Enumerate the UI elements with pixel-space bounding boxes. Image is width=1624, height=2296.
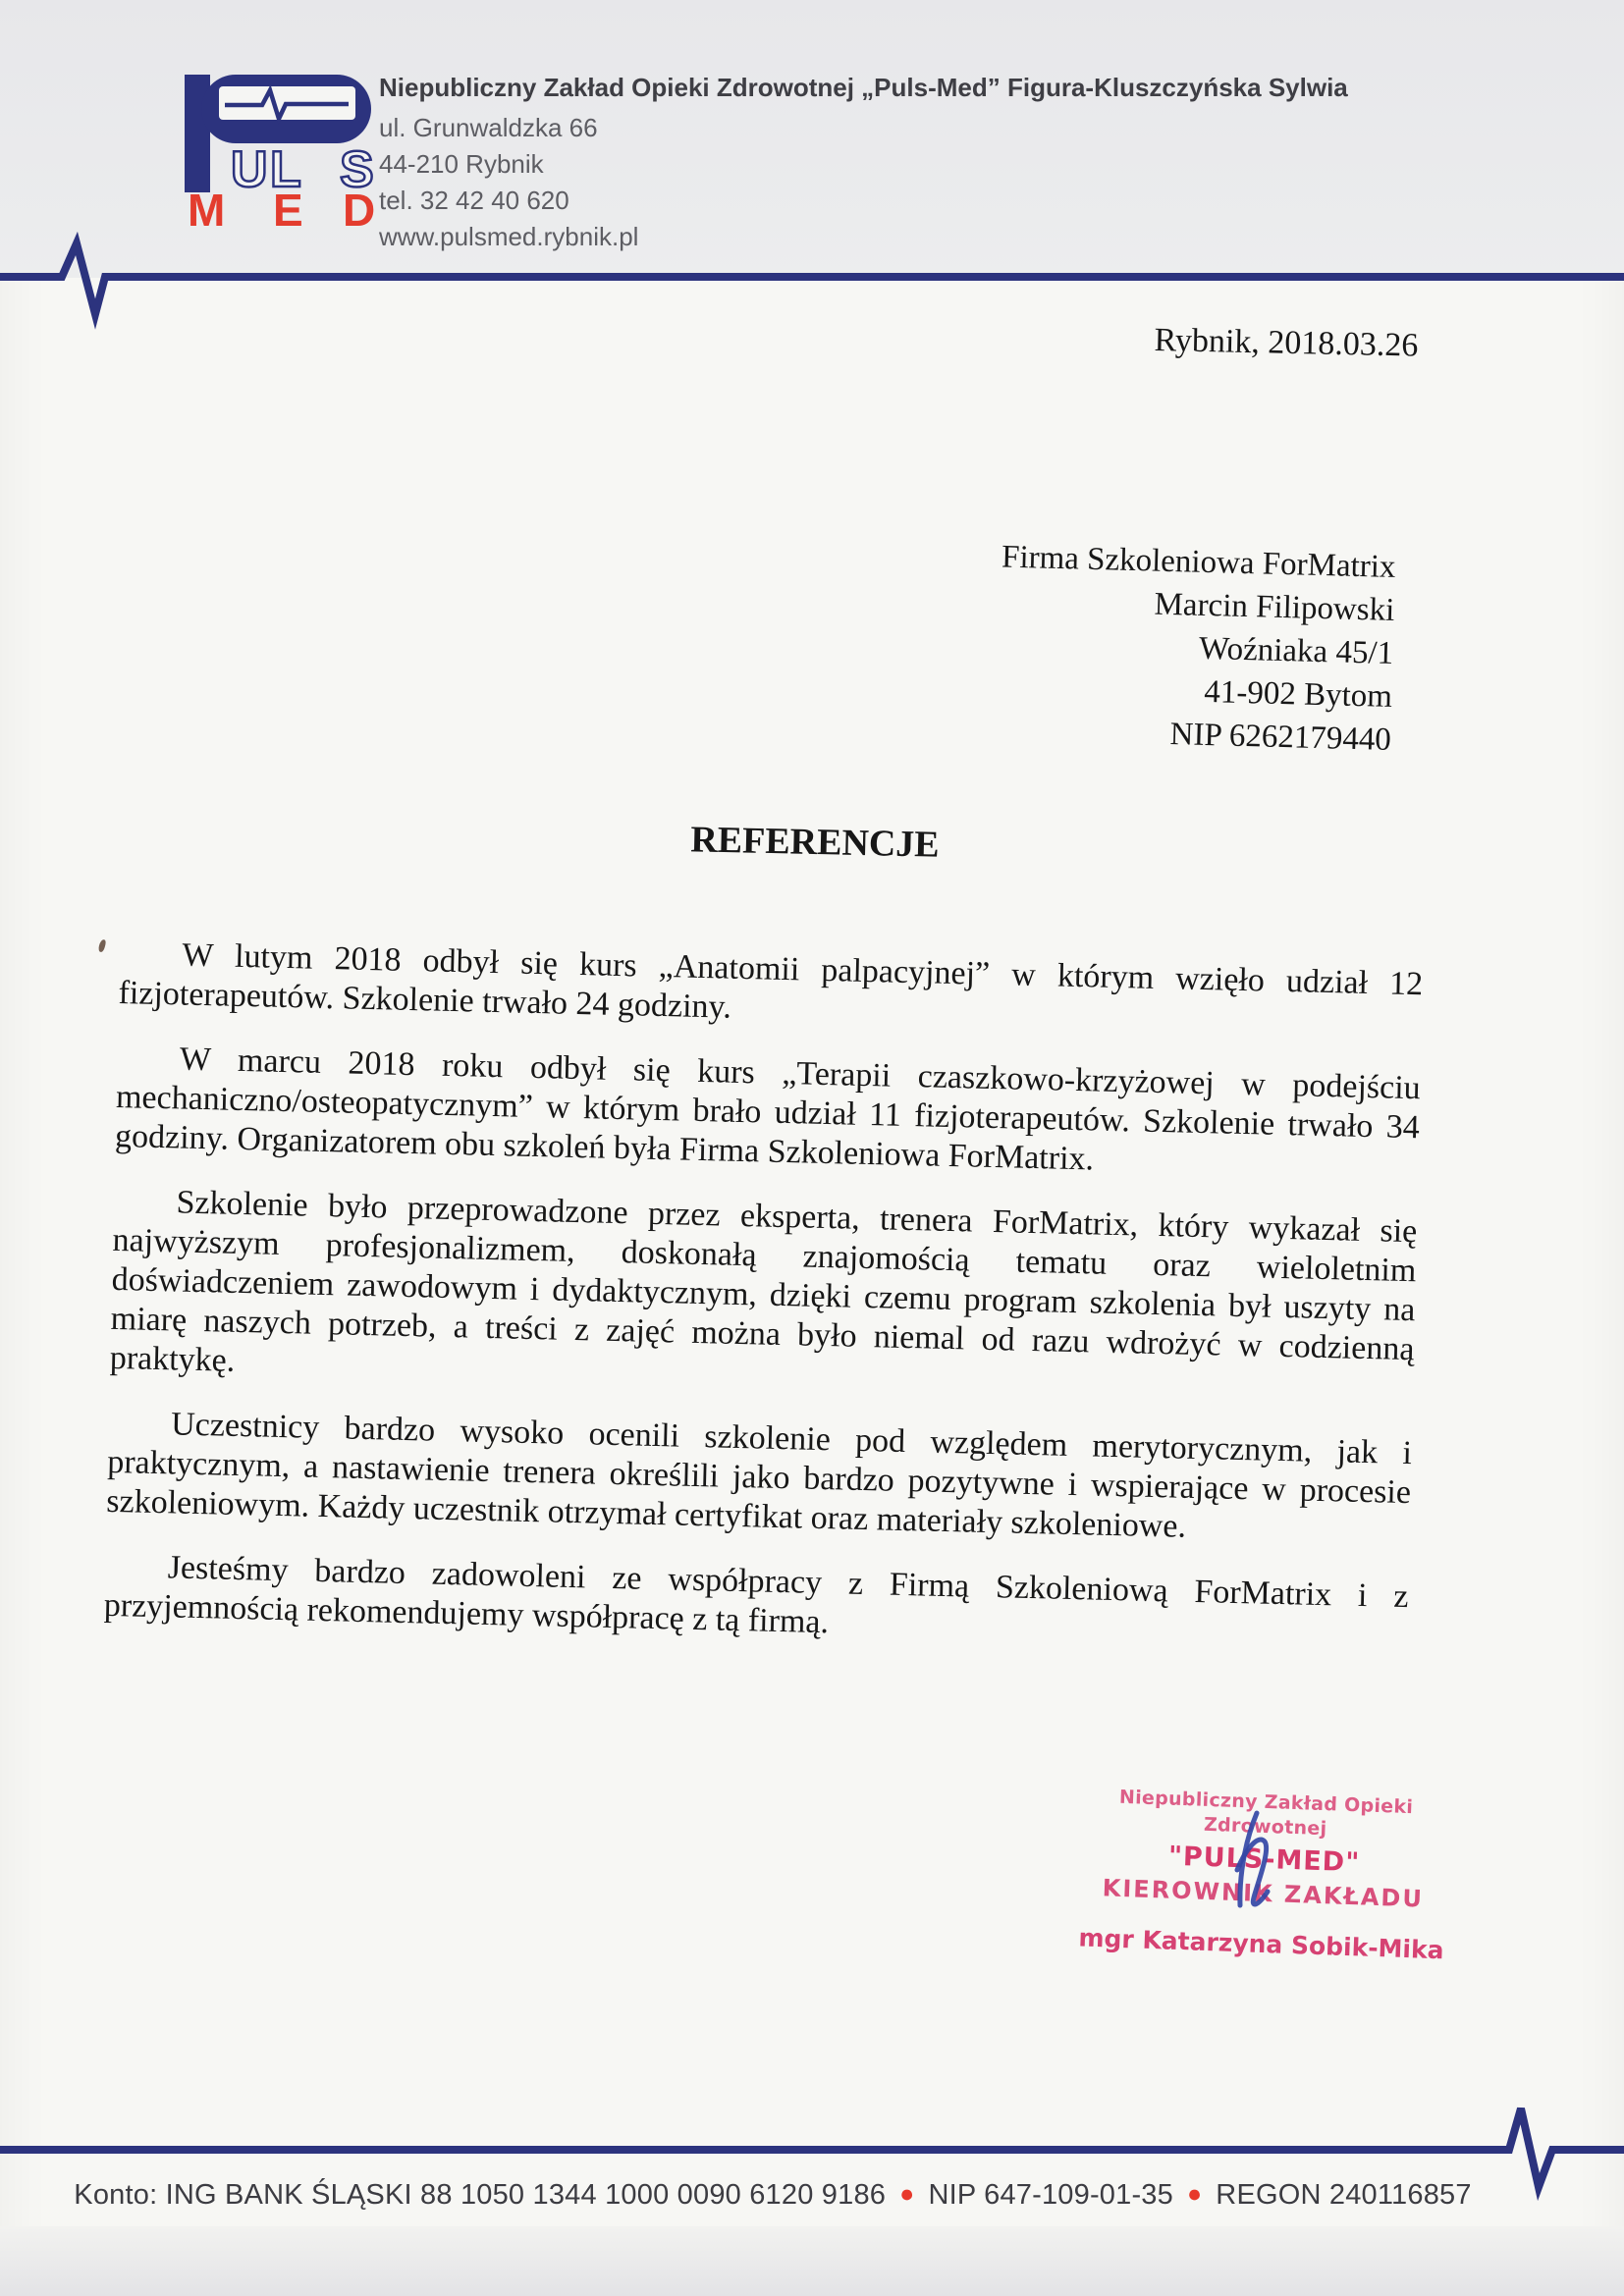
recipient-city: 41-902 Bytom bbox=[1203, 673, 1393, 715]
paragraph: W marcu 2018 roku odbył się kurs „Terapii czaszkowo-krzyżowej w podejściu mechaniczno/osteopatycznym” w którym brało udział 11 fizjoterapeutów. Szkolenie trwało 34 godziny. Organizatorem obu szkoleń była Firma Szkoleniowa ForMatrix. bbox=[114, 1041, 1422, 1178]
recipient-nip: NIP 6262179440 bbox=[1169, 717, 1392, 758]
nip-number: NIP 647-109-01-35 bbox=[928, 2179, 1173, 2211]
recipient-company: Firma Szkoleniowa ForMatrix bbox=[1001, 539, 1396, 585]
bank-account: Konto: ING BANK ŚLĄSKI 88 1050 1344 1000 0090 6120 9186 bbox=[74, 2179, 887, 2211]
street-address: ul. Grunwaldzka 66 bbox=[379, 113, 598, 142]
stamp-org-line: Niepubliczny Zakład Opieki Zdrowotnej bbox=[1118, 1786, 1414, 1841]
footer-bank-info bbox=[0, 2179, 1624, 2212]
logo-med-text: M E D bbox=[188, 185, 376, 236]
regon-number: REGON 240116857 bbox=[1216, 2179, 1472, 2211]
stamp-brand-line: "PULS-MED" bbox=[1167, 1841, 1361, 1879]
recipient-block bbox=[986, 535, 1396, 762]
recipient-street: Woźniaka 45/1 bbox=[1198, 630, 1394, 671]
header-pulse-rule bbox=[0, 236, 1624, 334]
paragraph: Jesteśmy bardzo zadowoleni ze współpracy z Firmą Szkoleniową ForMatrix i z przyjemnością rekomendujemy współpracę z tą firmą. bbox=[103, 1549, 1409, 1641]
paragraph: W lutym 2018 odbył się kurs „Anatomii palpacyjnej” w którym wzięło udział 12 fizjoterapeutów. Szkolenie trwało 24 godziny. bbox=[118, 936, 1424, 1026]
organization-name: Niepubliczny Zakład Opieki Zdrowotnej „Puls-Med” Figura-Kluszczyńska Sylwia bbox=[379, 73, 1348, 102]
red-dot-separator: ● bbox=[1186, 2180, 1203, 2208]
stamp-role-line: KIEROWNIK ZAKŁADU bbox=[1102, 1874, 1425, 1913]
paragraph: Szkolenie było przeprowadzone przez eksperta, trenera ForMatrix, który wykazał się najwyższym profesjonalizmem, doskonałą znajomością tematu oraz wieloletnim doświadczeniem zawodowym i dydaktycznym, dzięki czemu program szkolenia był uszyty na miarę naszych potrzeb, a treści z zajęć można było niemal od razu wdrożyć w codzienną praktykę. bbox=[109, 1184, 1418, 1379]
pulsmed-logo bbox=[180, 65, 376, 234]
red-dot-separator: ● bbox=[899, 2180, 915, 2208]
letterhead-contact-block bbox=[379, 73, 1348, 255]
logo-uls-text: UL S bbox=[231, 141, 374, 198]
recipient-person: Marcin Filipowski bbox=[1154, 586, 1395, 628]
phone-number: tel. 32 42 40 620 bbox=[379, 186, 569, 215]
stamp-signer-name: mgr Katarzyna Sobik-Mika bbox=[1078, 1923, 1445, 1965]
letter-date: Rybnik, 2018.03.26 bbox=[1154, 322, 1419, 364]
scan-bottom-shadow bbox=[0, 2226, 1624, 2296]
letter-body bbox=[103, 934, 1424, 1682]
website-url: www.pulsmed.rybnik.pl bbox=[379, 222, 639, 251]
postal-city: 44-210 Rybnik bbox=[379, 149, 544, 179]
document-title: REFERENCJE bbox=[689, 819, 941, 866]
handwritten-signature bbox=[1227, 1809, 1292, 1909]
scan-artifact bbox=[98, 938, 107, 952]
paragraph: Uczestnicy bardzo wysoko ocenili szkolenie pod względem merytorycznym, jak i praktycznym, a nastawienie trenera określili jako bardzo pozytywne i wspierające w procesie szkoleniowym. Każdy uczestnik otrzymał certyfikat oraz materiały szkoleniowe. bbox=[105, 1406, 1413, 1545]
